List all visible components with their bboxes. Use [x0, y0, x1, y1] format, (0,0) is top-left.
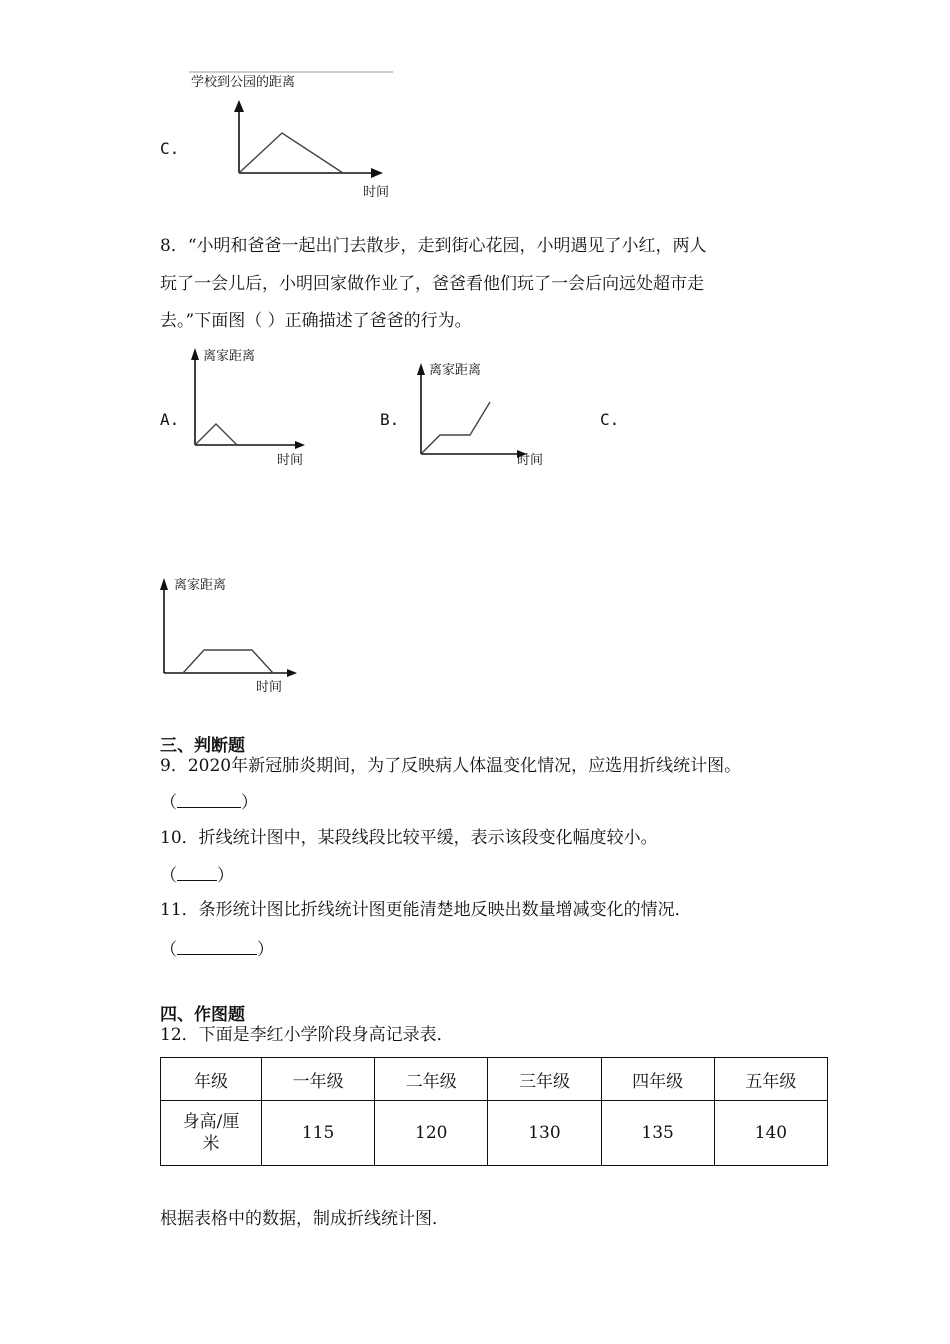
distance-line	[239, 133, 343, 173]
section-4-title: 四、作图题	[160, 1005, 245, 1025]
header-cell: 三年级	[488, 1058, 601, 1101]
open-paren: （	[160, 940, 177, 960]
header-cell: 五年级	[714, 1058, 827, 1101]
open-paren: （	[160, 866, 177, 886]
q8-option-b-label: B.	[380, 410, 400, 429]
q10-blank[interactable]	[177, 866, 217, 881]
q8-option-c-label: C.	[600, 410, 620, 429]
table-header-row	[161, 1058, 828, 1101]
row-label-cell	[161, 1101, 262, 1166]
distance-line	[183, 650, 273, 673]
q11-blank[interactable]	[177, 940, 257, 955]
value-cell: 135	[601, 1101, 714, 1166]
q12-instruction: 根据表格中的数据，制成折线统计图．	[160, 1209, 449, 1229]
x-axis-label: 时间	[363, 185, 390, 200]
y-axis-arrow	[417, 363, 425, 375]
distance-line	[421, 402, 490, 454]
q8-stem-line-3: 去。”下面图（ ）正确描述了爸爸的行为。	[160, 311, 472, 331]
table-row	[161, 1101, 828, 1166]
q10-text: 10．折线统计图中，某段线段比较平缓，表示该段变化幅度较小。	[160, 828, 658, 848]
x-axis-arrow	[371, 168, 383, 178]
close-paren: ）	[241, 793, 258, 813]
y-axis-arrow	[160, 578, 168, 590]
x-axis-label: 时间	[256, 680, 283, 695]
q8-stem-line-2: 玩了一会儿后，小明回家做作业了，爸爸看他们玩了一会后向远处超市走	[160, 274, 704, 294]
q8-graph-c	[155, 570, 305, 700]
q8-graph-b	[405, 355, 555, 475]
close-paren: ）	[257, 940, 274, 960]
y-axis-label: 离家距离	[174, 578, 227, 593]
q7-option-c-label: C.	[160, 139, 180, 158]
q10-answer	[160, 866, 234, 885]
height-record-table	[160, 1057, 828, 1166]
q8-graph-a	[185, 340, 315, 470]
row-label-line-2: 米	[202, 1134, 220, 1154]
y-axis-label: 离家距离	[203, 349, 256, 364]
q11-answer	[160, 940, 274, 959]
q12-intro: 12．下面是李红小学阶段身高记录表．	[160, 1025, 454, 1045]
value-cell: 115	[262, 1101, 375, 1166]
q8-stem-line-1: 8．“小明和爸爸一起出门去散步，走到街心花园，小明遇见了小红，两人	[160, 236, 707, 256]
q9-text: 9．2020年新冠肺炎期间，为了反映病人体温变化情况，应选用折线统计图。	[160, 756, 742, 776]
q7-graph-c	[185, 66, 405, 206]
x-axis-label: 时间	[277, 453, 304, 468]
open-paren: （	[160, 793, 177, 813]
q8-option-a-label: A.	[160, 410, 180, 429]
y-axis-arrow	[234, 100, 244, 112]
q9-blank[interactable]	[177, 793, 241, 808]
header-cell: 一年级	[262, 1058, 375, 1101]
header-cell: 年级	[161, 1058, 262, 1101]
x-axis-arrow	[287, 669, 297, 677]
q9-answer	[160, 793, 258, 812]
section-3-title: 三、判断题	[160, 736, 245, 756]
q11-text: 11．条形统计图比折线统计图更能清楚地反映出数量增减变化的情况．	[160, 900, 692, 920]
y-axis-arrow	[191, 348, 199, 360]
x-axis-arrow	[295, 441, 305, 449]
close-paren: ）	[217, 866, 234, 886]
y-axis-label: 离家距离	[429, 363, 482, 378]
value-cell: 140	[714, 1101, 827, 1166]
header-cell: 二年级	[375, 1058, 488, 1101]
value-cell: 130	[488, 1101, 601, 1166]
x-axis-label: 时间	[517, 453, 544, 468]
row-label-line-1: 身高/厘	[182, 1111, 240, 1132]
header-cell: 四年级	[601, 1058, 714, 1101]
y-axis-label: 学校到公园的距离	[191, 75, 296, 90]
distance-line	[195, 424, 237, 445]
value-cell: 120	[375, 1101, 488, 1166]
